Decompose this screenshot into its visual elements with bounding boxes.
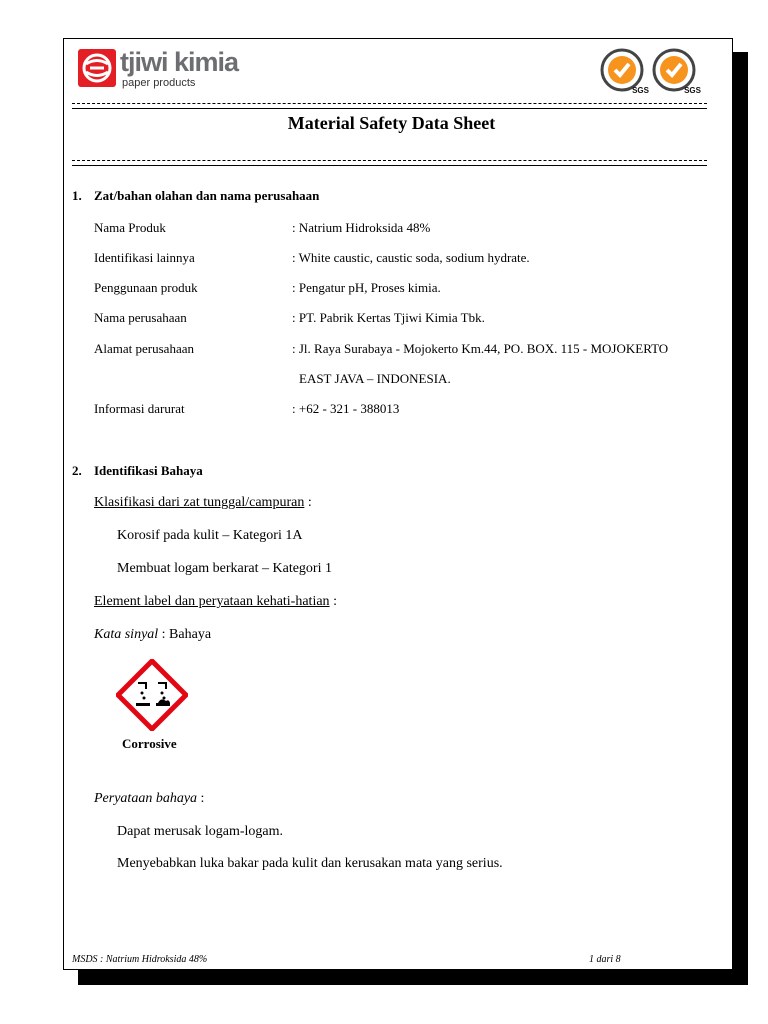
logo-name: tjiwi kimia	[120, 47, 239, 77]
klasifikasi-item: Korosif pada kulit – Kategori 1A	[117, 528, 303, 543]
certification-badges	[599, 47, 704, 97]
pernyataan-heading: Peryataan bahaya :	[94, 791, 205, 806]
logo-swirl-icon	[78, 49, 116, 87]
pernyataan-item: Menyebabkan luka bakar pada kulit dan kerusakan mata yang serius.	[117, 856, 503, 871]
company-logo	[78, 49, 268, 91]
logo-subtitle: paper products	[122, 77, 196, 89]
section-2-heading: 2. Identifikasi Bahaya	[72, 463, 203, 478]
sgs-cert-badge	[651, 47, 701, 97]
footer-page-number: 1 dari 8	[589, 954, 621, 965]
document-title: Material Safety Data Sheet	[287, 113, 496, 133]
sgs-cert-badge	[599, 47, 649, 97]
divider	[72, 165, 707, 166]
pernyataan-item: Dapat merusak logam-logam.	[117, 824, 284, 839]
divider	[72, 160, 707, 161]
footer-doc-name: MSDS : Natrium Hidroksida 48%	[72, 954, 208, 965]
pictogram-caption: Corrosive	[122, 736, 177, 751]
section-1-heading: 1. Zat/bahan olahan dan nama perusahaan	[72, 188, 320, 203]
divider	[72, 108, 707, 109]
divider	[72, 103, 707, 104]
element-label-heading: Element label dan peryataan kehati-hatian :	[94, 594, 337, 609]
sgs-label: SGS	[632, 86, 649, 95]
klasifikasi-heading: Klasifikasi dari zat tunggal/campuran :	[94, 495, 312, 510]
document-page: tjiwi kimia paper products SGS SGS Material Safety Data Sheet 1. Zat/bahan olahan dan nama perusahaan Nama Produk : Natrium Hidroksida 48% Identifikasi lainnya : White caustic, caustic soda, sodium hydrate. Penggunaan produk : Pengatur pH, Proses kimia. Nama perusahaan : PT. Pabrik Kertas Tjiwi Kimia Tbk. Alamat perusahaan : Jl. Raya Surabaya - Mojokerto Km.44, PO. BOX. 115 - MOJOKERTO EAST JAVA – INDONESIA. Informasi darurat : +62 - 321 - 388013 2. Identifikasi Bahaya Klasifikasi dari zat tunggal/campuran : Korosif pada kulit – Kategori 1A Membuat logam berkarat – Kategori 1 Element label dan peryataan kehati-hatian : Kata sinyal : Bahaya Corrosive Peryataan bahaya : Dapat merusak logam-logam. Menyebabkan luka bakar pada kulit dan kerusakan mata yang serius. MSDS : Natrium Hidroksida 48% 1 dari 8	[63, 38, 733, 970]
kata-sinyal: Kata sinyal : Bahaya	[94, 627, 212, 642]
klasifikasi-item: Membuat logam berkarat – Kategori 1	[117, 561, 332, 576]
sgs-label: SGS	[684, 86, 701, 95]
corrosive-pictogram-icon	[116, 659, 188, 731]
